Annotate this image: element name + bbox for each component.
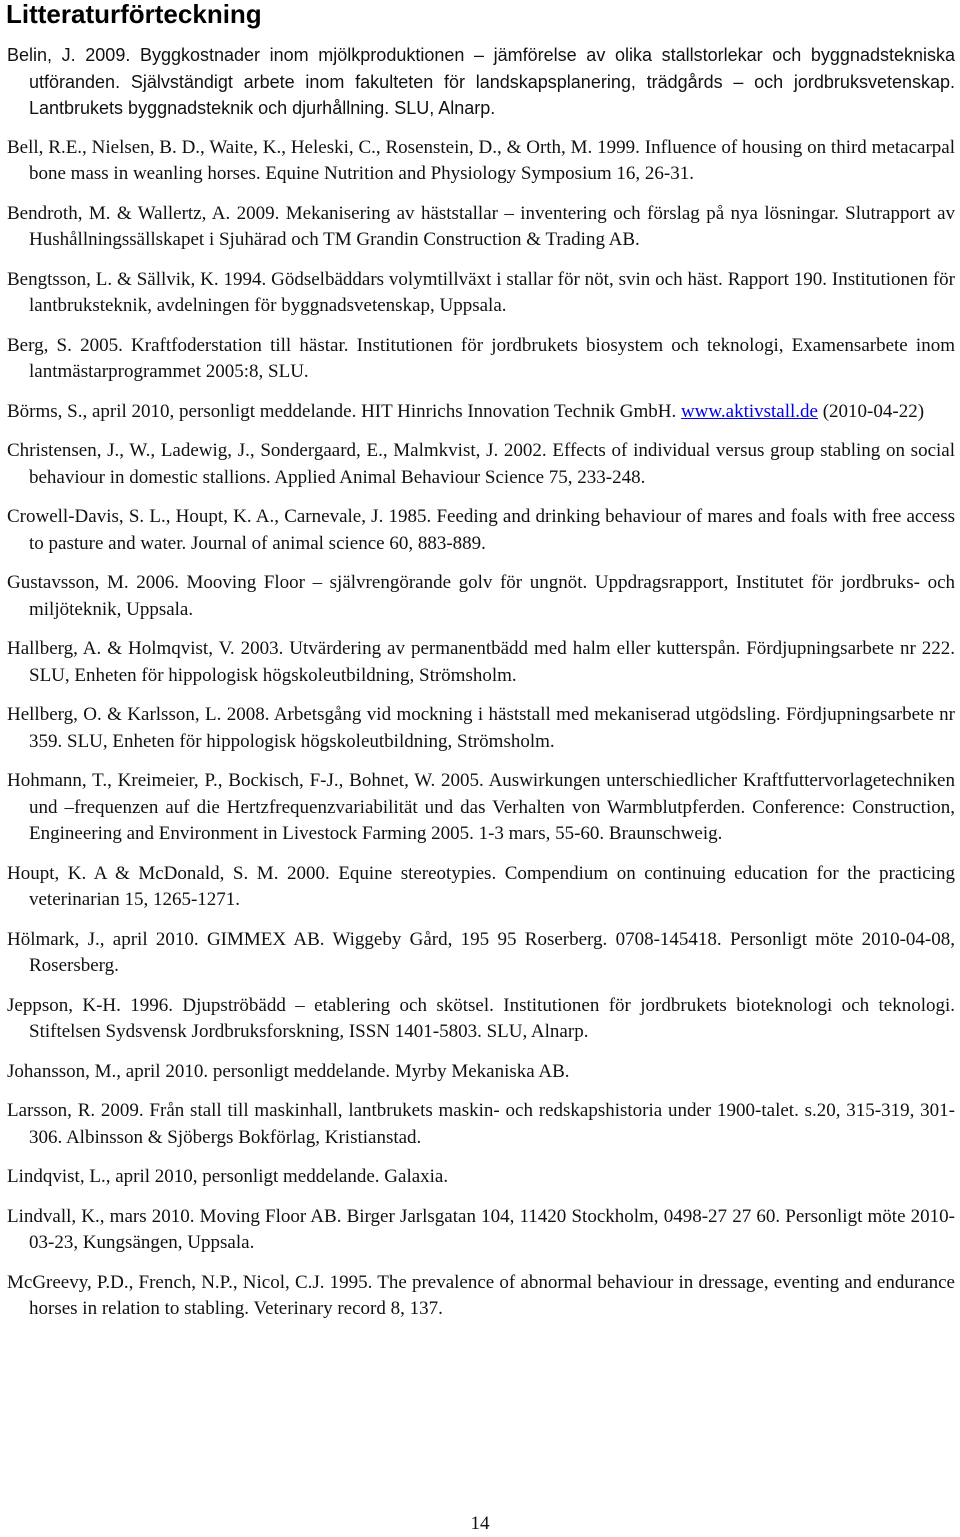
reference-entry: Johansson, M., april 2010. personligt meddelande. Myrby Mekaniska AB.: [7, 1060, 570, 1082]
page-number: 14: [470, 1513, 490, 1534]
reference-entry: Hallberg, A. & Holmqvist, V. 2003. Utvärdering av permanentbädd med halm eller kutterspån. Fördjupningsarbete nr 222. SLU, Enheten för hippologisk högskoleutbildning, Strömsholm.: [7, 638, 955, 686]
reference-entry: Bendroth, M. & Wallertz, A. 2009. Mekanisering av häststallar – inventering och förslag på nya lösningar. Slutrapport av Hushållningssällskapet i Sjuhärad och TM Grandin Construction & Trading AB.: [7, 202, 955, 250]
reference-entry: McGreevy, P.D., French, N.P., Nicol, C.J. 1995. The prevalence of abnormal behaviour in dressage, eventing and endurance horses in relation to stabling. Veterinary record 8, 137.: [7, 1271, 955, 1319]
reference-entry: Gustavsson, M. 2006. Mooving Floor – självrengörande golv för ungnöt. Uppdragsrapport, Institutet för jordbruks- och miljöteknik, Uppsala.: [7, 572, 955, 620]
reference-entry: Hohmann, T., Kreimeier, P., Bockisch, F-J., Bohnet, W. 2005. Auswirkungen unterschiedlicher Kraftfuttervorlagetechniken und –frequenzen auf die Hertzfrequenzvariabilität und das Verhalten von Warmblutpferden. Conference: Construction, Engineering and Environment in Livestock Farming 2005. 1-3 mars, 55-60. Braunschweig.: [7, 770, 955, 844]
website-link[interactable]: www.aktivstall.de: [680, 400, 818, 422]
reference-entry: Jeppson, K-H. 1996. Djupströbädd – etablering och skötsel. Institutionen för jordbrukets bioteknologi och teknologi. Stiftelsen Sydsvensk Jordbruksforskning, ISSN 1401-5803. SLU, Alnarp.: [7, 994, 955, 1042]
reference-entry: Bell, R.E., Nielsen, B. D., Waite, K., Heleski, C., Rosenstein, D., & Orth, M. 1999. Influence of housing on third metacarpal bone mass in weanling horses. Equine Nutrition and Physiology Symposium 16, 26-31.: [7, 136, 955, 184]
reference-list: [7, 42, 955, 1336]
reference-entry: Bengtsson, L. & Sällvik, K. 1994. Gödselbäddars volymtillväxt i stallar för nöt, svin och häst. Rapport 190. Institutionen för lantbruksteknik, avdelningen för byggnadsvetenskap, Uppsala.: [7, 268, 955, 316]
reference-entry: Hölmark, J., april 2010. GIMMEX AB. Wiggeby Gård, 195 95 Roserberg. 0708-145418. Personligt möte 2010-04-08, Rosersberg.: [7, 928, 955, 976]
reference-entry: Lindqvist, L., april 2010, personligt meddelande. Galaxia.: [7, 1166, 449, 1187]
reference-entry: Larsson, R. 2009. Från stall till maskinhall, lantbrukets maskin- och redskapshistoria under 1900-talet. s.20, 315-319, 301-306. Albinsson & Sjöbergs Bokförlag, Kristianstad.: [7, 1100, 955, 1148]
reference-entry: Christensen, J., W., Ladewig, J., Sondergaard, E., Malmkvist, J. 2002. Effects of individual versus group stabling on social behaviour in domestic stallions. Applied Animal Behaviour Science 75, 233-248.: [7, 440, 955, 488]
reference-date: (2010-04-22): [817, 400, 925, 422]
reference-entry: Lindvall, K., mars 2010. Moving Floor AB. Birger Jarlsgatan 104, 11420 Stockholm, 0498-27 27 60. Personligt möte 2010-03-23, Kungsängen, Uppsala.: [7, 1205, 955, 1253]
reference-entry: Hellberg, O. & Karlsson, L. 2008. Arbetsgång vid mockning i häststall med mekaniserad utgödsling. Fördjupningsarbete nr 359. SLU, Enheten för hippologisk högskoleutbildning, Strömsholm.: [7, 704, 955, 752]
page-title: Litteraturförteckning: [6, 0, 262, 29]
reference-entry: Houpt, K. A & McDonald, S. M. 2000. Equine stereotypies. Compendium on continuing education for the practicing veterinarian 15, 1265-1271.: [7, 862, 955, 910]
reference-text: Börms, S., april 2010, personligt meddelande. HIT Hinrichs Innovation Technik GmbH.: [7, 400, 681, 422]
reference-entry: Belin, J. 2009. Byggkostnader inom mjölkproduktionen – jämförelse av olika stallstorlekar och byggnadstekniska utföranden. Självständigt arbete inom fakulteten för landskapsplanering, trädgårds – och jordbruksvetenskap. Lantbrukets byggnadsteknik och djurhållning. SLU, Alnarp.: [7, 45, 955, 118]
reference-entry: Crowell-Davis, S. L., Houpt, K. A., Carnevale, J. 1985. Feeding and drinking behaviour of mares and foals with free access to pasture and water. Journal of animal science 60, 883-889.: [7, 506, 955, 554]
reference-entry: [7, 399, 955, 426]
reference-entry: Berg, S. 2005. Kraftfoderstation till hästar. Institutionen för jordbrukets biosystem och teknologi, Examensarbete inom lantmästarprogrammet 2005:8, SLU.: [7, 334, 955, 382]
